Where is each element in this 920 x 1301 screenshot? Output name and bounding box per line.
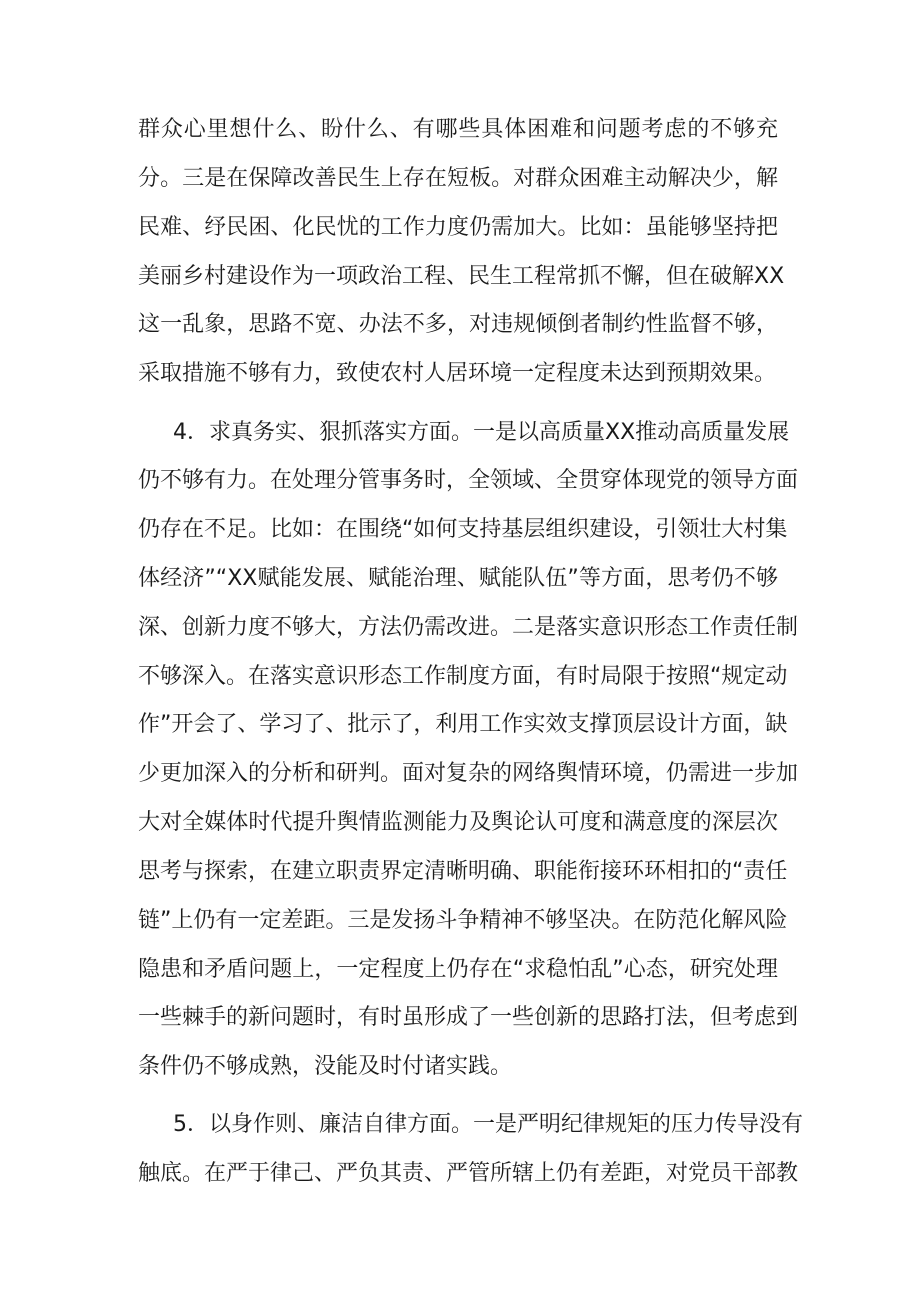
text-line: 不够深入。在落实意识形态工作制度方面，有时局限于按照“规定动	[138, 664, 788, 689]
text-line: 触底。在严于律己、严负其责、严管所辖上仍有差距，对党员干部教	[138, 1161, 799, 1186]
text-line: 少更加深入的分析和研判。面对复杂的网络舆情环境，仍需进一步加	[138, 761, 799, 786]
paragraph-5-first-line: 5．以身作则、廉洁自律方面。一是严明纪律规矩的压力传导没有	[173, 1112, 803, 1137]
text-line: 隐患和矛盾问题上，一定程度上仍存在“求稳怕乱”心态，研究处理	[138, 957, 778, 982]
text-line: 思考与探索，在建立职责界定清晰明确、职能衔接环环相扣的“责任	[138, 859, 788, 884]
text-line: 仍不够有力。在处理分管事务时，全领域、全贯穿体现党的领导方面	[138, 468, 799, 493]
text-line: 链”上仍有一定差距。三是发扬斗争精神不够坚决。在防范化解风险	[138, 908, 788, 933]
text-line: 这一乱象，思路不宽、办法不多，对违规倾倒者制约性监督不够，	[138, 312, 778, 337]
text-line: 采取措施不够有力，致使农村人居环境一定程度未达到预期效果。	[138, 361, 777, 386]
text-line: 大对全媒体时代提升舆情监测能力及舆论认可度和满意度的深层次	[138, 810, 778, 835]
text-line: 民难、纾民困、化民忧的工作力度仍需加大。比如：虽能够坚持把	[138, 215, 778, 240]
text-line: 一些棘手的新问题时，有时虽形成了一些创新的思路打法，但考虑到	[138, 1005, 799, 1030]
text-line: 群众心里想什么、盼什么、有哪些具体困难和问题考虑的不够充	[138, 117, 778, 142]
text-line: 美丽乡村建设作为一项政治工程、民生工程常抓不懈，但在破解XX	[138, 264, 785, 289]
text-line: 分。三是在保障改善民生上存在短板。对群众困难主动解决少，解	[138, 166, 778, 191]
paragraph-4-first-line: 4．求真务实、狠抓落实方面。一是以高质量XX推动高质量发展	[173, 420, 790, 445]
text-line: 体经济”“XX赋能发展、赋能治理、赋能队伍”等方面，思考仍不够	[138, 566, 778, 591]
text-line: 深、创新力度不够大，方法仍需改进。二是落实意识形态工作责任制	[138, 615, 799, 640]
text-line: 条件仍不够成熟，没能及时付诸实践。	[138, 1054, 513, 1079]
text-line: 作”开会了、学习了、批示了，利用工作实效支撑顶层设计方面，缺	[138, 712, 788, 737]
text-line: 仍存在不足。比如：在围绕“如何支持基层组织建设，引领壮大村集	[138, 517, 788, 542]
